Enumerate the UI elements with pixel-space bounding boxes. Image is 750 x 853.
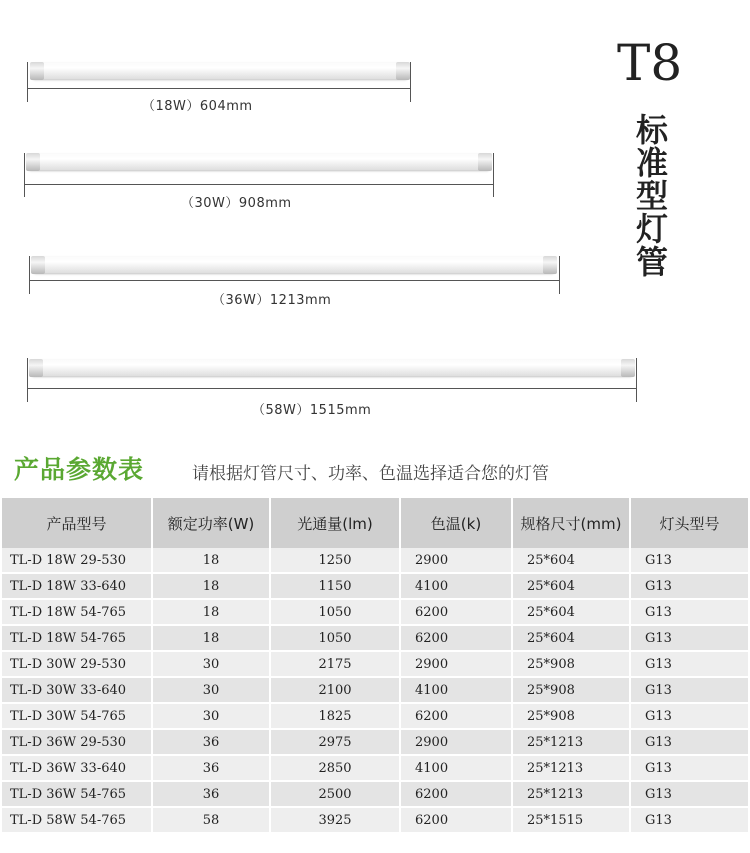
tube-end-cap (26, 153, 40, 171)
header-model: 产品型号 (2, 498, 152, 548)
cell-power: 36 (152, 755, 270, 781)
cell-base-type: G13 (630, 703, 748, 729)
tube-end-cap (621, 359, 635, 377)
cell-color-temperature: 2900 (400, 548, 512, 573)
cell-model: TL-D 58W 54-765 (2, 807, 152, 833)
table-row (2, 573, 748, 599)
cell-color-temperature: 2900 (400, 729, 512, 755)
cell-power: 58 (152, 807, 270, 833)
cell-color-temperature: 2900 (400, 651, 512, 677)
tube-end-cap (543, 256, 557, 274)
cell-base-type: G13 (630, 729, 748, 755)
product-series-subtitle: 标准型灯管 (635, 111, 668, 281)
dimension-line (27, 388, 637, 389)
tube-end-cap (29, 359, 43, 377)
cell-size: 25*908 (512, 703, 630, 729)
table-row (2, 651, 748, 677)
cell-luminous-flux: 2175 (270, 651, 400, 677)
table-row (2, 599, 748, 625)
section-title: 产品参数表 (14, 455, 145, 484)
cell-color-temperature: 6200 (400, 599, 512, 625)
tube-end-cap (478, 153, 492, 171)
tube-36w-label: （36W）1213mm (212, 293, 332, 308)
tube-end-cap (31, 256, 45, 274)
tube-30w-image (28, 154, 490, 170)
cell-color-temperature: 6200 (400, 625, 512, 651)
section-subtitle: 请根据灯管尺寸、功率、色温选择适合您的灯管 (192, 464, 549, 484)
cell-size: 25*1515 (512, 807, 630, 833)
cell-power: 30 (152, 677, 270, 703)
cell-model: TL-D 36W 29-530 (2, 729, 152, 755)
cell-color-temperature: 6200 (400, 703, 512, 729)
cell-model: TL-D 18W 33-640 (2, 573, 152, 599)
table-row (2, 548, 748, 573)
cell-power: 18 (152, 625, 270, 651)
table-row (2, 729, 748, 755)
cell-size: 25*604 (512, 625, 630, 651)
header-base-type: 灯头型号 (630, 498, 748, 548)
cell-color-temperature: 4100 (400, 573, 512, 599)
cell-model: TL-D 18W 54-765 (2, 599, 152, 625)
dimension-tick (410, 62, 411, 102)
cell-power: 18 (152, 599, 270, 625)
dimension-line (24, 184, 494, 185)
cell-base-type: G13 (630, 599, 748, 625)
table-row (2, 807, 748, 833)
cell-luminous-flux: 2500 (270, 781, 400, 807)
cell-power: 36 (152, 729, 270, 755)
header-luminous-flux: 光通量(lm) (270, 498, 400, 548)
cell-model: TL-D 30W 33-640 (2, 677, 152, 703)
tube-end-cap (396, 62, 410, 80)
dimension-line (27, 88, 411, 89)
cell-base-type: G13 (630, 573, 748, 599)
dimension-tick (27, 62, 28, 102)
cell-power: 36 (152, 781, 270, 807)
cell-model: TL-D 18W 54-765 (2, 625, 152, 651)
cell-base-type: G13 (630, 781, 748, 807)
table-row (2, 781, 748, 807)
cell-luminous-flux: 2975 (270, 729, 400, 755)
cell-size: 25*908 (512, 651, 630, 677)
tube-58w-image (31, 360, 633, 376)
tube-18w-image (32, 63, 408, 79)
cell-size: 25*1213 (512, 755, 630, 781)
cell-power: 18 (152, 548, 270, 573)
tube-58w-label: （58W）1515mm (252, 403, 372, 418)
cell-luminous-flux: 1150 (270, 573, 400, 599)
dimension-tick (636, 358, 637, 402)
spec-table (2, 498, 748, 834)
dimension-tick (559, 256, 560, 294)
cell-model: TL-D 18W 29-530 (2, 548, 152, 573)
cell-model: TL-D 30W 54-765 (2, 703, 152, 729)
cell-power: 18 (152, 573, 270, 599)
table-row (2, 625, 748, 651)
cell-power: 30 (152, 703, 270, 729)
tube-30w-label: （30W）908mm (181, 196, 292, 211)
tube-36w-image (33, 257, 555, 273)
cell-luminous-flux: 1050 (270, 599, 400, 625)
cell-size: 25*1213 (512, 781, 630, 807)
cell-luminous-flux: 2100 (270, 677, 400, 703)
cell-luminous-flux: 2850 (270, 755, 400, 781)
cell-size: 25*908 (512, 677, 630, 703)
cell-luminous-flux: 3925 (270, 807, 400, 833)
dimension-line (29, 280, 560, 281)
cell-power: 30 (152, 651, 270, 677)
table-row (2, 755, 748, 781)
cell-base-type: G13 (630, 807, 748, 833)
table-row (2, 703, 748, 729)
cell-size: 25*1213 (512, 729, 630, 755)
dimension-tick (27, 358, 28, 402)
cell-model: TL-D 30W 29-530 (2, 651, 152, 677)
cell-size: 25*604 (512, 599, 630, 625)
cell-color-temperature: 4100 (400, 677, 512, 703)
cell-luminous-flux: 1825 (270, 703, 400, 729)
cell-base-type: G13 (630, 651, 748, 677)
cell-color-temperature: 4100 (400, 755, 512, 781)
cell-base-type: G13 (630, 755, 748, 781)
cell-model: TL-D 36W 54-765 (2, 781, 152, 807)
cell-luminous-flux: 1050 (270, 625, 400, 651)
cell-base-type: G13 (630, 625, 748, 651)
header-size: 规格尺寸(mm) (512, 498, 630, 548)
table-row (2, 677, 748, 703)
cell-model: TL-D 36W 33-640 (2, 755, 152, 781)
dimension-tick (29, 256, 30, 294)
dimension-tick (493, 153, 494, 197)
cell-size: 25*604 (512, 548, 630, 573)
product-series-title: T8 (617, 34, 683, 92)
header-power: 额定功率(W) (152, 498, 270, 548)
header-color-temperature: 色温(k) (400, 498, 512, 548)
tube-18w-label: （18W）604mm (142, 99, 253, 114)
cell-color-temperature: 6200 (400, 807, 512, 833)
cell-luminous-flux: 1250 (270, 548, 400, 573)
cell-color-temperature: 6200 (400, 781, 512, 807)
table-header-row (2, 498, 748, 548)
cell-size: 25*604 (512, 573, 630, 599)
cell-base-type: G13 (630, 677, 748, 703)
dimension-tick (24, 153, 25, 197)
cell-base-type: G13 (630, 548, 748, 573)
tube-end-cap (30, 62, 44, 80)
